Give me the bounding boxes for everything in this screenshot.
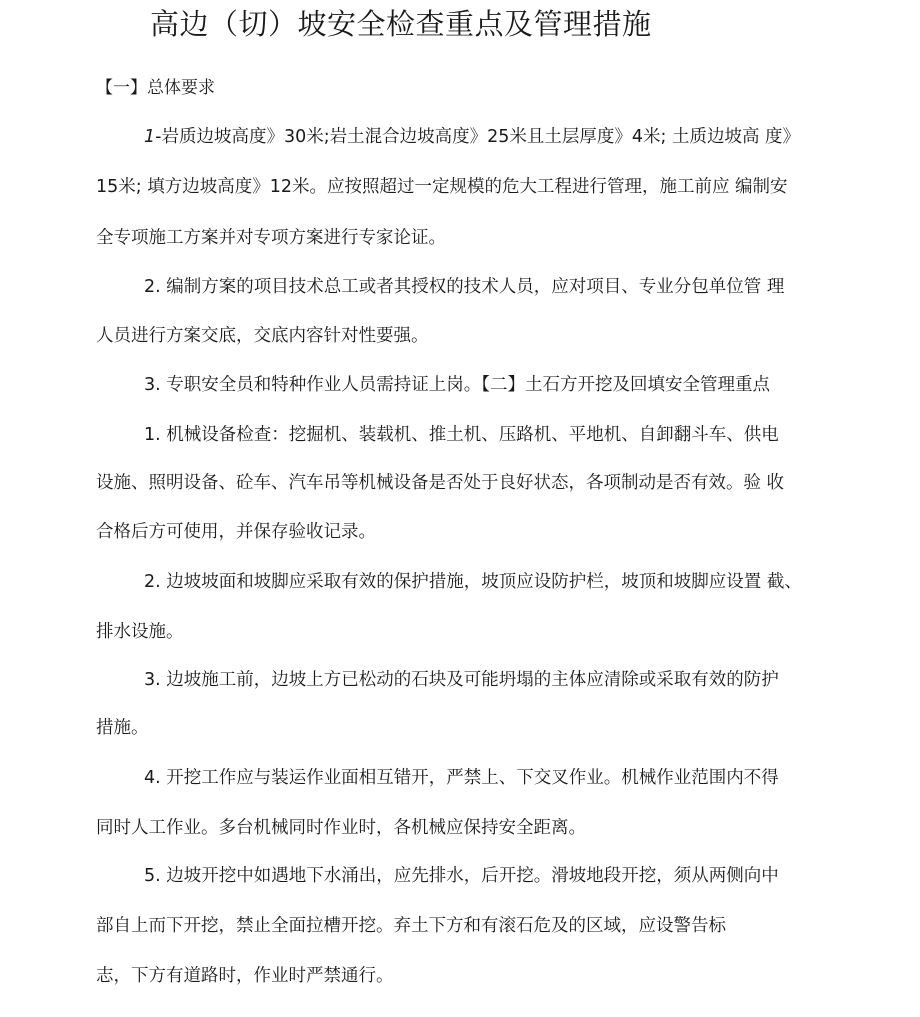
paragraph-line-16: 5. 边坡开挖中如遇地下水涌出，应先排水，后开挖。滑坡地段开挖，须从两侧向中: [144, 866, 779, 886]
line-text: -岩质边坡高度》30米;岩土混合边坡高度》25米且土层厚度》4米; 土质边坡高 度》: [155, 127, 801, 147]
paragraph-line-18: 志，下方有道路时，作业时严禁通行。: [96, 966, 394, 986]
paragraph-line-8: 设施、照明设备、砼车、汽车吊等机械设备是否处于良好状态，各项制动是否有效。验 收: [96, 473, 785, 493]
paragraph-line-14: 4. 开挖工作应与装运作业面相互错开，严禁上、下交叉作业。机械作业范围内不得: [144, 768, 779, 788]
paragraph-line-17: 部自上而下开挖，禁止全面拉槽开挖。弃土下方和有滚石危及的区域，应设警告标: [96, 916, 726, 936]
section-heading-general-requirements: 【一】总体要求: [96, 78, 215, 98]
paragraph-line-4: 2. 编制方案的项目技术总工或者其授权的技术人员，应对项目、专业分包单位管 理: [144, 277, 785, 297]
paragraph-line-10: 2. 边坡坡面和坡脚应采取有效的保护措施，坡顶应设防护栏，坡顶和坡脚应设置 截、: [144, 572, 802, 592]
paragraph-line-15: 同时人工作业。多台机械同时作业时，各机械应保持安全距离。: [96, 818, 586, 838]
paragraph-line-11: 排水设施。: [96, 622, 184, 642]
paragraph-line-13: 措施。: [96, 718, 149, 738]
paragraph-line-1: [144, 125, 800, 149]
paragraph-line-12: 3. 边坡施工前，边坡上方已松动的石块及可能坍塌的主体应清除或采取有效的防护: [144, 670, 779, 690]
document-title: 高边（切）坡安全检查重点及管理措施: [150, 7, 652, 41]
item-number: 1: [144, 127, 156, 147]
paragraph-line-9: 合格后方可使用，并保存验收记录。: [96, 522, 376, 542]
paragraph-line-6: 3. 专职安全员和特种作业人员需持证上岗。【二】土石方开挖及回填安全管理重点: [144, 375, 771, 395]
paragraph-line-2: 15米; 填方边坡高度》12米。应按照超过一定规模的危大工程进行管理，施工前应 编制安: [96, 177, 788, 197]
paragraph-line-3: 全专项施工方案并对专项方案进行专家论证。: [96, 228, 446, 248]
paragraph-line-5: 人员进行方案交底，交底内容针对性要强。: [96, 326, 429, 346]
paragraph-line-7: 1. 机械设备检查：挖掘机、装载机、推土机、压路机、平地机、自卸翻斗车、供电: [144, 425, 779, 445]
